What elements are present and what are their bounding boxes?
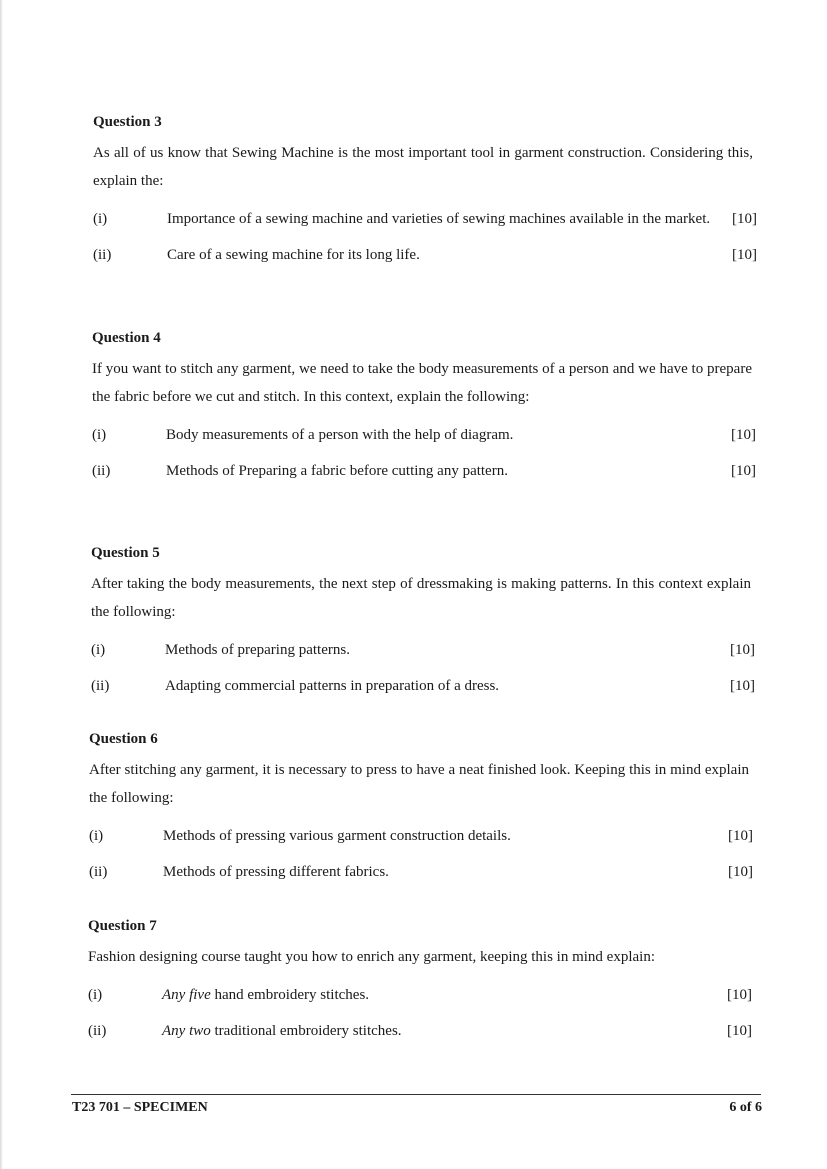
part-marks: [10]: [727, 987, 752, 1003]
part-marks: [10]: [732, 211, 757, 227]
question-title: Question 3: [93, 114, 162, 130]
paper-code: T23 701 – SPECIMEN: [72, 1100, 208, 1115]
part-text-rest: traditional embroidery stitches.: [210, 1023, 402, 1039]
part-text: [162, 981, 748, 1009]
part-text: Importance of a sewing machine and varieties of sewing machines available in the market.: [167, 211, 711, 227]
part-number: (ii): [88, 1023, 107, 1039]
question-6: [89, 730, 753, 886]
part-marks: [10]: [731, 427, 756, 443]
part-number: (ii): [92, 463, 111, 479]
part-text: Methods of preparing patterns.: [165, 642, 350, 658]
question-part: [88, 981, 752, 1009]
part-text: Care of a sewing machine for its long life.: [167, 247, 420, 263]
part-marks: [10]: [730, 642, 755, 658]
part-marks: [10]: [731, 463, 756, 479]
part-text-rest: hand embroidery stitches.: [210, 987, 370, 1003]
scan-edge: [0, 0, 3, 1169]
part-number: (ii): [91, 678, 110, 694]
question-title: Question 7: [88, 918, 157, 934]
part-emphasis: Any two: [162, 1023, 211, 1039]
part-number: (ii): [89, 864, 108, 880]
question-4: [92, 329, 756, 485]
part-emphasis: Any five: [162, 987, 211, 1003]
part-marks: [10]: [732, 247, 757, 263]
question-part: [92, 421, 756, 449]
part-text: Methods of pressing different fabrics.: [163, 864, 389, 880]
question-intro: As all of us know that Sewing Machine is the most important tool in garment construction. Considering this, explain the:: [93, 145, 753, 189]
question-intro: Fashion designing course taught you how to enrich any garment, keeping this in mind explain:: [88, 949, 655, 965]
question-3: [93, 113, 757, 269]
question-5: [91, 544, 755, 700]
question-title: Question 6: [89, 731, 158, 747]
question-title: Question 5: [91, 545, 160, 561]
part-number: (ii): [93, 247, 112, 263]
part-marks: [10]: [728, 828, 753, 844]
part-marks: [10]: [728, 864, 753, 880]
question-part: [91, 672, 755, 700]
part-text: [162, 1017, 748, 1045]
part-text: Adapting commercial patterns in preparation of a dress.: [165, 678, 500, 694]
page-number: 6 of 6: [729, 1100, 762, 1115]
question-part: [88, 1017, 752, 1045]
part-number: (i): [88, 987, 103, 1003]
question-part: [91, 636, 755, 664]
part-number: (i): [91, 642, 106, 658]
question-intro: After taking the body measurements, the next step of dressmaking is making patterns. In this context explain the following:: [91, 576, 751, 620]
question-title: Question 4: [92, 330, 161, 346]
part-text: Body measurements of a person with the help of diagram.: [166, 427, 514, 443]
question-part: [93, 241, 757, 269]
question-part: [89, 858, 753, 886]
footer-divider: [71, 1094, 761, 1095]
part-number: (i): [89, 828, 104, 844]
part-marks: [10]: [730, 678, 755, 694]
part-number: (i): [92, 427, 107, 443]
question-intro: If you want to stitch any garment, we need to take the body measurements of a person and we have to prepare the fabric before we cut and stitch. In this context, explain the following:: [92, 361, 752, 405]
question-intro: After stitching any garment, it is necessary to press to have a neat finished look. Keeping this in mind explain the following:: [89, 762, 749, 806]
part-marks: [10]: [727, 1023, 752, 1039]
part-number: (i): [93, 211, 108, 227]
question-7: [88, 917, 752, 1045]
question-part: [93, 205, 757, 233]
question-part: [92, 457, 756, 485]
question-part: [89, 822, 753, 850]
part-text: Methods of pressing various garment construction details.: [163, 828, 511, 844]
part-text: Methods of Preparing a fabric before cutting any pattern.: [166, 463, 508, 479]
